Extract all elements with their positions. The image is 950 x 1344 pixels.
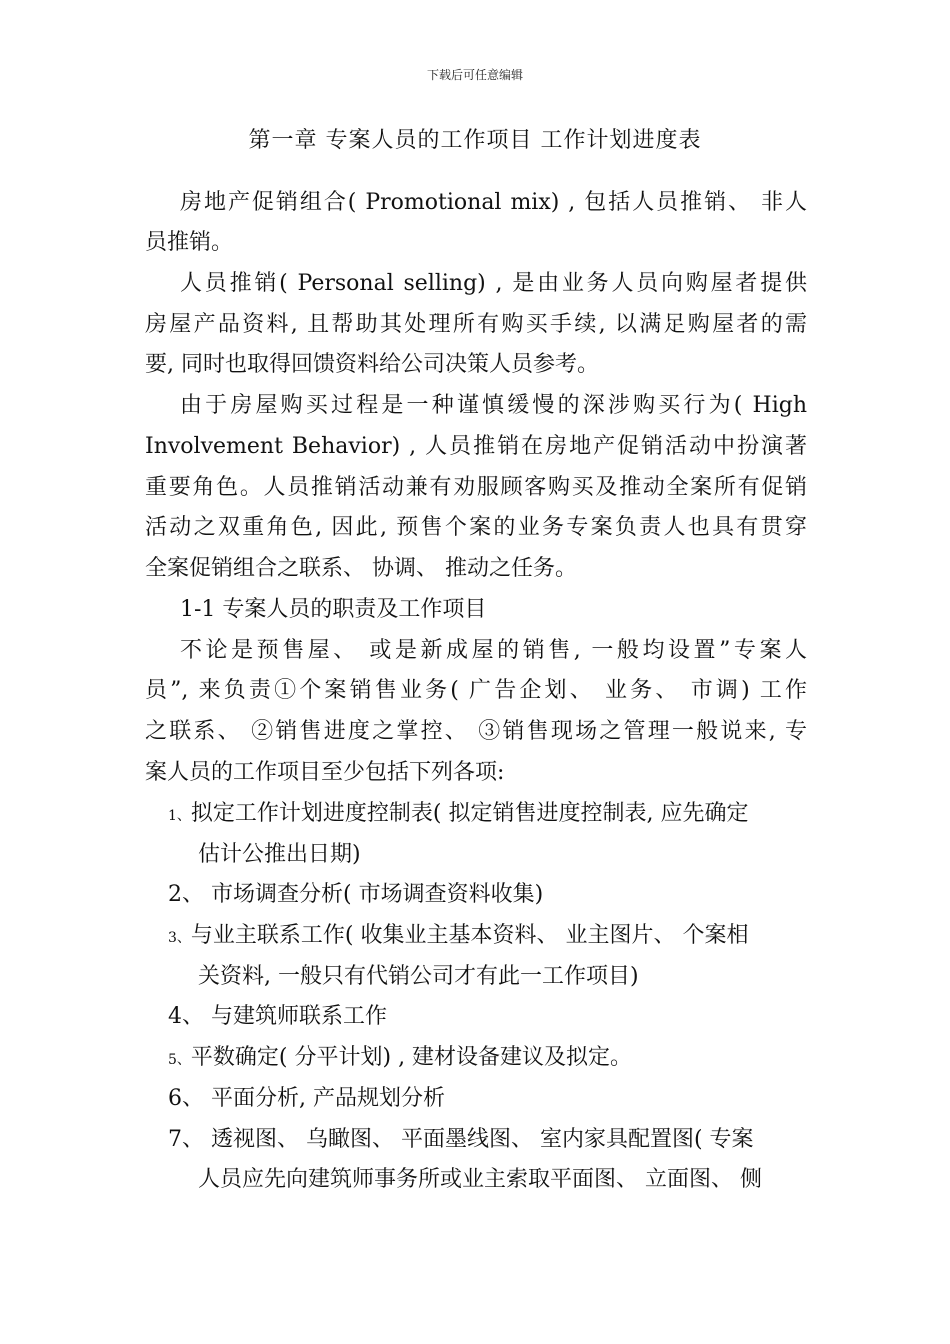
paragraph-line: 案人员的工作项目至少包括下列各项: [145, 760, 505, 785]
list-item-number: 1、 [168, 808, 191, 824]
chapter-title: 第一章 专案人员的工作项目 工作计划进度表 [248, 128, 702, 153]
paragraph-line: 要, 同时也取得回馈资料给公司决策人员参考。 [145, 352, 599, 377]
list-item-text: 与建筑师联系工作 [204, 1004, 387, 1029]
list-item-text: 平面分析, 产品规划分析 [204, 1086, 445, 1111]
paragraph-line: 人员推销( Personal selling) , 是由业务人员向购屋者提供 [180, 271, 807, 296]
paragraph-line: 员”, 来负责①个案销售业务( 广告企划、 业务、 市调) 工作 [145, 678, 807, 703]
paragraph-line: 由于房屋购买过程是一种谨慎缓慢的深涉购买行为( High [180, 393, 807, 418]
paragraph-line: 房地产促销组合( Promotional mix) , 包括人员推销、 非人 [180, 190, 807, 215]
list-item [168, 921, 749, 953]
list-item [168, 1084, 445, 1114]
list-item [168, 1125, 754, 1155]
section-heading: 1-1 专案人员的职责及工作项目 [180, 597, 487, 622]
list-item [168, 1002, 387, 1032]
list-item-continuation: 关资料, 一般只有代销公司才有此一工作项目) [198, 964, 639, 989]
page-header: 下载后可任意编辑 [426, 68, 523, 82]
list-item-text: 透视图、 乌瞰图、 平面墨线图、 室内家具配置图( 专案 [204, 1127, 754, 1152]
list-item-text: 拟定工作计划进度控制表( 拟定销售进度控制表, 应先确定 [190, 801, 749, 826]
list-item [168, 880, 543, 910]
paragraph-line: 员推销。 [145, 230, 234, 255]
list-item [168, 1043, 632, 1075]
list-item-continuation: 人员应先向建筑师事务所或业主索取平面图、 立面图、 侧 [198, 1167, 762, 1192]
paragraph-line: 房屋产品资料, 且帮助其处理所有购买手续, 以满足购屋者的需 [145, 312, 807, 337]
list-item-number: 6、 [168, 1086, 204, 1111]
list-item-number: 5、 [168, 1052, 191, 1068]
list-item-number: 3、 [168, 930, 191, 946]
list-item-text: 市场调查分析( 市场调查资料收集) [204, 882, 544, 907]
list-item-text: 平数确定( 分平计划) , 建材设备建议及拟定。 [190, 1045, 633, 1070]
paragraph-line: 不论是预售屋、 或是新成屋的销售, 一般均设置”专案人 [180, 638, 807, 663]
list-item-number: 2、 [168, 882, 204, 907]
list-item-continuation: 估计公推出日期) [198, 842, 361, 867]
list-item-text: 与业主联系工作( 收集业主基本资料、 业主图片、 个案相 [190, 923, 749, 948]
list-item-number: 7、 [168, 1127, 204, 1152]
paragraph-line: Involvement Behavior) , 人员推销在房地产促销活动中扮演著 [145, 434, 807, 459]
paragraph-line: 全案促销组合之联系、 协调、 推动之任务。 [145, 556, 577, 581]
list-item [168, 799, 749, 831]
paragraph-line: 活动之双重角色, 因此, 预售个案的业务专案负责人也具有贯穿 [145, 515, 807, 540]
paragraph-line: 重要角色。人员推销活动兼有劝服顾客购买及推动全案所有促销 [145, 475, 807, 500]
paragraph-line: 之联系、 ②销售进度之掌控、 ③销售现场之管理一般说来, 专 [145, 719, 807, 744]
list-item-number: 4、 [168, 1004, 204, 1029]
